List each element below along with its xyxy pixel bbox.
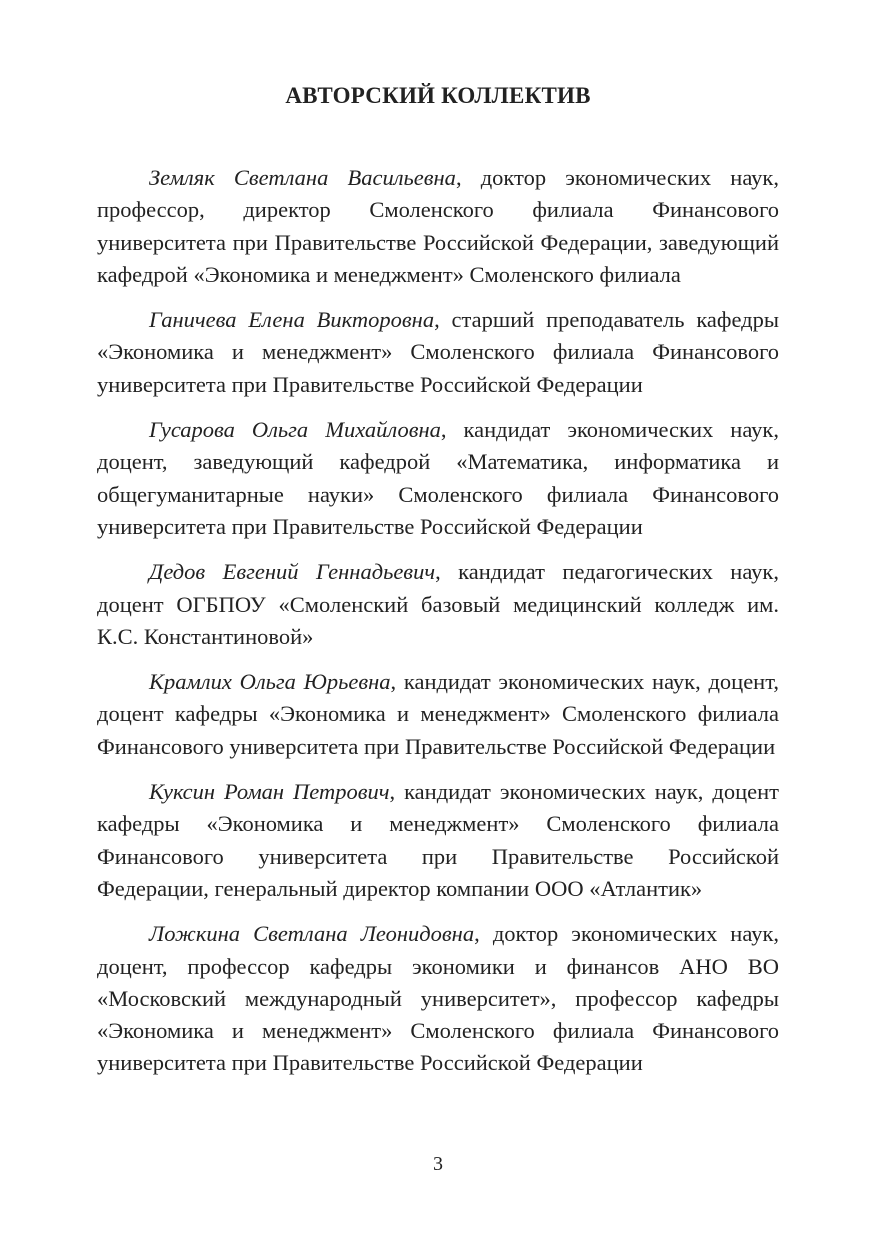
author-name: Земляк Светлана Васильевна: [149, 165, 456, 190]
author-name: Крамлих Ольга Юрьевна: [149, 669, 391, 695]
author-description: , доктор экономических наук, профессор, директор Смоленского филиала Финансового университета при Правительстве Российской Федерации, заведующий кафедрой «Экономика и менеджмент» Смоленского филиала: [97, 165, 779, 287]
author-name: Ганичева Елена Викторовна: [149, 307, 435, 333]
author-entry: [97, 304, 779, 401]
author-description: , старший преподаватель кафедры «Экономика и менеджмент» Смоленского филиала Финансового университета при Правительстве Российской Федерации: [97, 307, 780, 397]
author-name: Ложкина Светлана Леонидовна: [149, 921, 475, 947]
author-name: Дедов Евгений Геннадьевич: [149, 559, 436, 585]
author-description: , кандидат экономических наук, доцент кафедры «Экономика и менеджмент» Смоленского филиала Финансового университета при Правительстве Российской Федерации, генеральный директор компании ООО «Атлантик»: [97, 779, 779, 901]
author-description: , кандидат экономических наук, доцент, доцент кафедры «Экономика и менеджмент» Смоленского филиала Финансового университета при Правительстве Российской Федерации: [97, 669, 779, 759]
author-name: Гусарова Ольга Михайловна: [149, 417, 441, 443]
author-description: , доктор экономических наук, доцент, профессор кафедры экономики и финансов АНО ВО «Московский международный университет», профессор кафедры «Экономика и менеджмент» Смоленского филиала Финансового университета при Правительстве Российской Федерации: [97, 921, 779, 1076]
page-title: АВТОРСКИЙ КОЛЛЕКТИВ: [285, 83, 591, 108]
author-entry: [97, 666, 779, 763]
author-description: , кандидат экономических наук, доцент, заведующий кафедрой «Математика, информатика и общегуманитарные науки» Смоленского филиала Финансового университета при Правительстве Российской Федерации: [97, 417, 779, 539]
author-entry: [97, 162, 779, 291]
page-number: 3: [433, 1153, 443, 1175]
author-name: Куксин Роман Петрович: [149, 779, 390, 805]
author-entry: [97, 556, 779, 653]
author-entry: [97, 918, 779, 1079]
author-entry: [97, 414, 779, 543]
author-list: [97, 162, 779, 1093]
author-entry: [97, 776, 779, 905]
author-description: , кандидат педагогических наук, доцент ОГБПОУ «Смоленский базовый медицинский колледж им. К.С. Константиновой»: [97, 559, 779, 649]
